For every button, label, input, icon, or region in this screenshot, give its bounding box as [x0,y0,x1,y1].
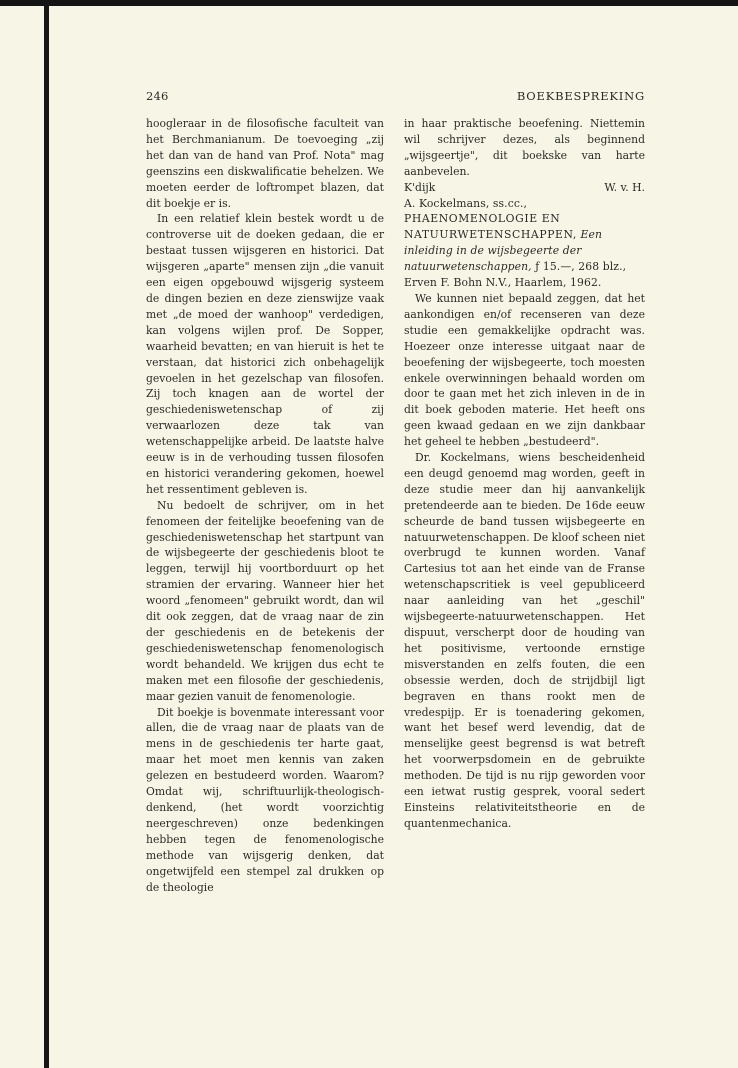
review-subtitle: Een inleiding in de wijsbegeerte der natuurwetenschappen, [404,228,603,274]
review-details: ƒ 15.—, 268 blz., Erven F. Bohn N.V., Haarlem, 1962. [404,260,627,290]
scan-edge-top [0,0,738,6]
paragraph: Dit boekje is bovenmate interessant voor allen, die de vraag naar de plaats van de mens in de geschiedenis ter harte gaat, maar het moet men kennis van zaken gelezen en bestudeerd worden. Waarom? Omdat wij, schriftuurlijk-theologisch-denkend, (het wordt voorzichtig neergeschreven) onze bedenkingen hebben tegen de fenomenologische methode van wijsgerig denken, dat ongetwijfeld een stempel zal drukken op de theologie [146,705,384,894]
signature-place: K'dijk [404,180,436,194]
review-title: PHAENOMENOLOGIE EN NATUURWETENSCHAPPEN, [404,212,577,242]
page-number: 246 [146,89,169,103]
review-author: A. Kockelmans, ss.cc., [404,196,528,210]
running-title: BOEKBESPREKING [516,89,645,103]
left-column [146,116,384,895]
right-column [404,116,645,832]
review-signature [404,180,645,196]
paragraph: Nu bedoelt de schrijver, om in het fenomeen der feitelijke beoefening van de geschiedeniswetenschap het startpunt van de wijsbegeerte der geschiedenis bloot te leggen, terwijl hij voortborduurt op het stramien der ervaring. Wanneer hier het woord „fenomeen" gebruikt wordt, dan wil dit ook zeggen, dat de vraag naar de zin der geschiedenis en de betekenis der geschiedeniswetenschap fenomenologisch wordt behandeld. We krijgen dus echt te maken met een filosofie der geschiedenis, maar gezien vanuit de fenomenologie. [146,498,384,703]
review-heading [404,196,645,291]
paragraph: In een relatief klein bestek wordt u de controverse uit de doeken gedaan, die er bestaat tussen wijsgeren en historici. Dat wijsgeren „aparte" mensen zijn „die vanuit een eigen opgebouwd wijsgerig systeem de dingen bezien en deze zienswijze vaak met „de moed der wanhoop" verdedigen, kan volgens wijlen prof. De Sopper, waarheid bevatten; en van hieruit is het te verstaan, dat historici zich onbehagelijk gevoelen in het gezelschap van filosofen. Zij toch knagen aan de wortel der geschiedeniswetenschap of zij verwaarlozen deze tak van wetenschappelijke arbeid. De laatste halve eeuw is in de verhouding tussen filosofen en historici verandering gekomen, hoewel het ressentiment gebleven is. [146,212,384,496]
paragraph: in haar praktische beoefening. Niettemin wil schrijver dezes, als beginnend „wijsgeertje", dit boekske van harte aanbevelen. [404,117,645,178]
scan-edge-left [44,6,49,1068]
paragraph: We kunnen niet bepaald zeggen, dat het aankondigen en/of recenseren van deze studie een gemakkelijke opdracht was. Hoezeer onze interesse uitgaat naar de beoefening der wijsbegeerte, toch moesten enkele overwinningen behaald worden om door te gaan met het zich inleven in de in dit boek geboden materie. Het heeft ons geen kwaad gedaan en we zijn dankbaar het geheel te hebben „bestudeerd". [404,291,645,449]
paragraph: Dr. Kockelmans, wiens bescheidenheid een deugd genoemd mag worden, geeft in deze studie meer dan hij aanvankelijk pretendeerde aan te bieden. De 16de eeuw scheurde de band tussen wijsbegeerte en natuurwetenschappen. De kloof scheen niet overbrugd te kunnen worden. Vanaf Cartesius tot aan het einde van de Franse wetenschapscritiek is veel gepubliceerd naar aanleiding van het „geschil" wijsbegeerte-natuurwetenschappen. Het dispuut, verscherpt door de houding van het positivisme, vertoonde ernstige misverstanden en zelfs fouten, die een obsessie werden, doch de strijdbijl ligt begraven en thans rookt men de vredespijp. Er is toenadering gekomen, want het besef werd levendig, dat de menselijke geest begrensd is wat betreft het voorwerpsdomein en de gebruikte methoden. De tijd is nu rijp geworden voor een ietwat rustig gesprek, vooral sedert Einsteins relativiteitstheorie en de quantenmechanica. [404,451,645,830]
signature-initials: W. v. H. [604,180,645,194]
paragraph: hoogleraar in de filosofische faculteit van het Berchmanianum. De toevoeging „zij het dan van de hand van Prof. Nota" mag geenszins een diskwalificatie behelzen. We moeten eerder de loftrompet blazen, dat dit boekje er is. [146,117,384,210]
